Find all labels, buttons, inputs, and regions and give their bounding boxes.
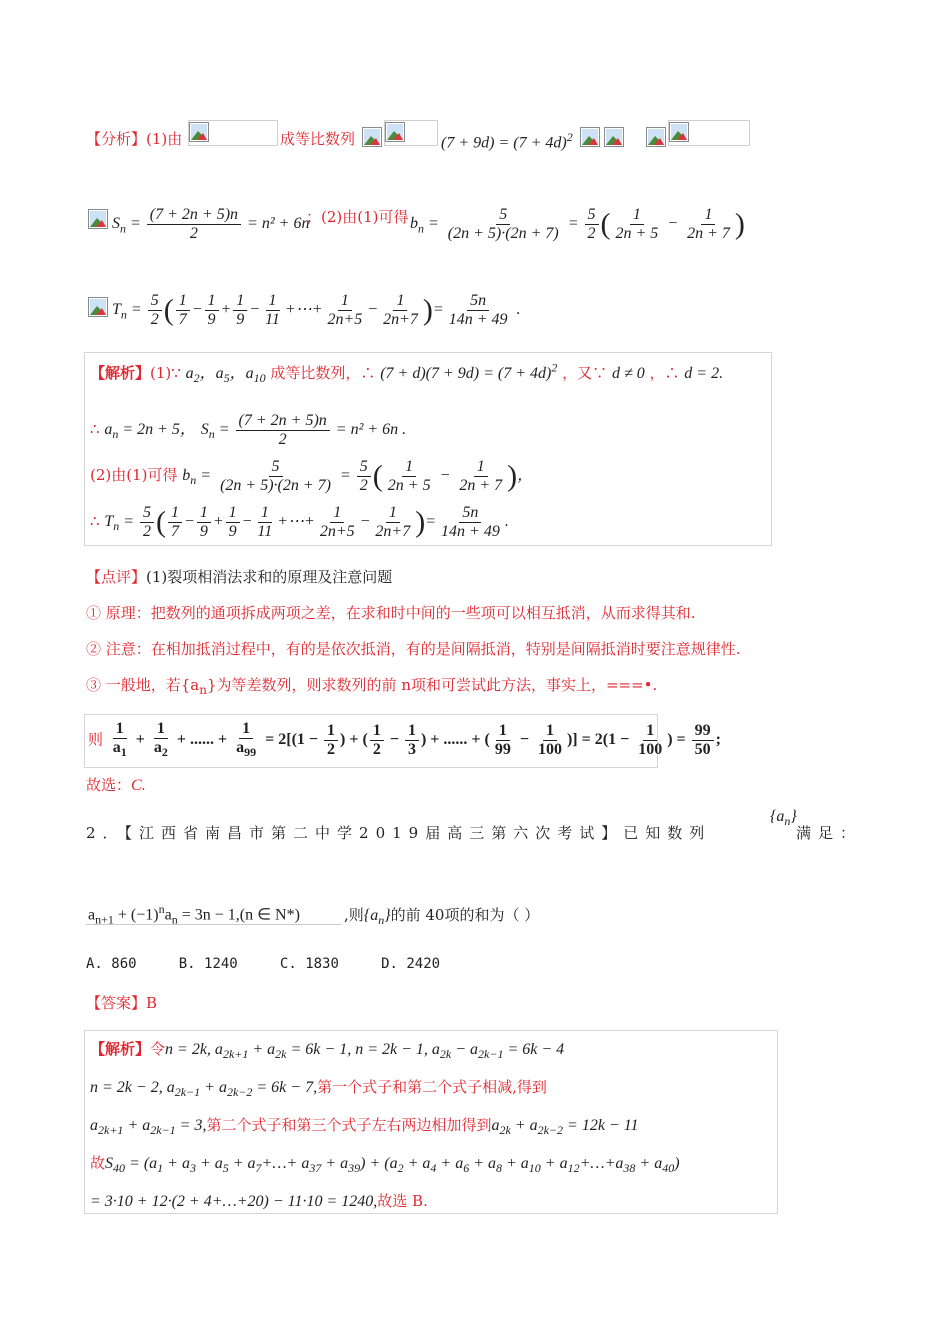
comment-p1: ① 原理：把数列的通项拆成两项之差，在求和时中间的一些项可以相互抵消，从而求得其和. — [86, 604, 696, 622]
p2-sol-line4: 故$S_{40} = (a_1 + a_3 + a_5$ + $a_7+\dots+ a_{37} + a_{39}) + (a_2 + a_4 + a_6 + a_8 + a_{10}$ + $a_{12}+\dots+a_{38} + a_{40}$) — [90, 1154, 680, 1176]
solution-line3: (2)由(1)可得 $b_n$ = $\frac{5}{(2n + 5)\cdot(2n + 7)}$ = $\frac{5}{2}$ ( $\frac{1}{2n + 5}$ − $\frac{1}{2n + 7}$ )， — [90, 458, 534, 494]
broken-image-icon — [385, 122, 405, 142]
broken-image-icon — [189, 122, 209, 142]
problem2-options — [86, 956, 440, 972]
option-d[interactable]: D. 2420 — [381, 956, 441, 972]
broken-image-icon — [669, 122, 689, 142]
analysis-tag: 【分析】 — [86, 130, 147, 148]
image-box-1 — [188, 120, 278, 146]
problem2-cond-text: ,则$\{a_n\}$的前 40项的和为（ ） — [344, 906, 540, 928]
broken-image-icon — [88, 296, 108, 317]
guxuan-line: 故选：C. — [86, 776, 146, 794]
option-c[interactable]: C. 1830 — [279, 956, 339, 972]
comment-title: 【点评】(1)裂项相消法求和的原理及注意问题 — [86, 568, 393, 586]
analysis-tn: $T_n$ = $\frac{5}{2}$ ( $\frac{1}{7}$ − $\frac{1}{9}$ + $\frac{1}{9}$ − $\frac{1}{11}$ +⋯+ $\frac{1}{2n+5}$ − $\frac{1}{2n+7}$ )= $\frac{5n}{14n + 49}$ . — [112, 292, 521, 328]
image-box-2 — [384, 120, 438, 146]
comment-p2: ② 注意：在相加抵消过程中，有的是依次抵消，有的是间隔抵消，特别是间隔抵消时要注意规律性. — [86, 640, 741, 658]
problem2-seq: $\{a_n\}$ — [770, 808, 797, 829]
solution-line4: ∴ $T_n$ = $\frac{5}{2}$ ( $\frac{1}{7}$ − $\frac{1}{9}$ + $\frac{1}{9}$ − $\frac{1}{11}$ +⋯+ $\frac{1}{2n+5}$ − $\frac{1}{2n+7}$ )= $\frac{5n}{14n + 49}$ . — [90, 504, 509, 540]
analysis-intro: (1)由 — [146, 130, 183, 148]
broken-image-icon — [88, 208, 108, 229]
problem2-answer: 【答案】B — [86, 994, 158, 1012]
analysis-part2: ；(2)由(1)可得 — [306, 208, 409, 226]
analysis-line1 — [86, 128, 182, 149]
option-a[interactable]: A. 860 — [86, 956, 137, 972]
solution-line2: ∴ $a_n = 2n + 5$， $S_n$ = $\frac{(7 + 2n + 5)n}{2}$ = n² + 6n . — [90, 412, 407, 448]
broken-image-icon — [362, 126, 382, 147]
problem2-cond: $a_{n+1} + (-1)^na_n = 3n - 1,(n$ ∈ N*) — [88, 902, 300, 927]
analysis-eq1: $(7 + 9d) = (7 + 4d)^2$ — [441, 130, 573, 152]
broken-image-icon — [604, 126, 624, 147]
p2-sol-line2: n = 2k − 2, $a_{2k-1} + a_{2k-2} = 6k - 7$,第一个式子和第二个式子相减,得到 — [90, 1078, 547, 1100]
analysis-bn: $b_n$ = $\frac{5}{(2n + 5)\cdot(2n + 7)}$ = $\frac{5}{2}$ ( $\frac{1}{2n + 5}$ − $\frac{1}{2n + 7}$ ) — [410, 206, 745, 242]
p2-sol-line1: 【解析】令n = 2k, $a_{2k+1} + a_{2k} = 6k - 1$, n = 2k − 1, $a_{2k} - a_{2k-1} = 6k - 4$ — [90, 1040, 565, 1062]
comment-formula: 则 $\frac{1}{a_1}$ + $\frac{1}{a_2}$ + ...... + $\frac{1}{a_{99}}$ = 2[(1 − $\frac{1}{2}$ ) + ( $\frac{1}{2}$ − $\frac{1}{3}$ ) + ...... + ( $\frac{1}{99}$ − $\frac{1}{100}$ )] = 2(1 − $\frac{1}{100}$ ) = $\frac{99}{50}$ ; — [88, 720, 721, 760]
solution-line1: 【解析】(1)∵ $a_2$，$a_5$，$a_{10}$ 成等比数列，∴ $(7 + d)(7 + 9d) = (7 + 4d)^2$ ，又∵ d ≠ 0 ，∴ d = 2. — [90, 360, 724, 386]
problem2-stem-b: 满足： — [796, 824, 863, 842]
option-b[interactable]: B. 1240 — [178, 956, 238, 972]
analysis-sn: $S_n$ = $\frac{(7 + 2n + 5)n}{2}$ = n² + 6n — [112, 206, 310, 242]
p2-sol-line5: = 3·10 + 12·(2 + 4+…+20) − 11·10 = 1240,故选 B. — [90, 1192, 428, 1210]
broken-image-icon — [580, 126, 600, 147]
problem2-stem: 2．【江西省南昌市第二中学2019届高三第六次考试】已知数列 — [86, 824, 712, 842]
comment-p3: ③ 一般地，若$\{a_n\}$为等差数列，则求数列的前 n项和可尝试此方法，事实上，===•. — [86, 676, 658, 697]
broken-image-icon — [646, 126, 666, 147]
image-box-3 — [668, 120, 750, 146]
analysis-geo-text: 成等比数列 — [280, 130, 356, 148]
p2-sol-line3: $a_{2k+1} + a_{2k-1} = 3$,第二个式子和第三个式子左右两边相加得到$a_{2k} + a_{2k-2} = 12k - 11$ — [90, 1116, 639, 1138]
